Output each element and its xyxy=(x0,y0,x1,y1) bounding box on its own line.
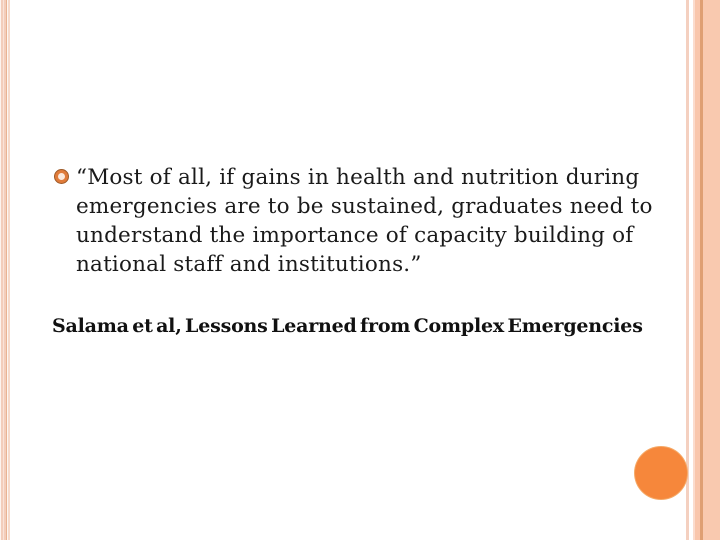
quote-text xyxy=(76,163,653,279)
quote-line: emergencies are to be sustained, graduates need to xyxy=(76,194,653,219)
ring-bullet-icon xyxy=(55,170,68,183)
quote-line: understand the importance of capacity building of xyxy=(76,223,634,248)
quote-block xyxy=(55,163,653,279)
left-border-stripes xyxy=(0,0,11,540)
quote-line: national staff and institutions.” xyxy=(76,252,422,277)
quote-line: “Most of all, if gains in health and nutrition during xyxy=(76,165,640,190)
right-border-stripes xyxy=(686,0,720,540)
accent-circle xyxy=(635,447,687,499)
citation-text: Salama et al, Lessons Learned from Complex Emergencies xyxy=(52,315,643,337)
